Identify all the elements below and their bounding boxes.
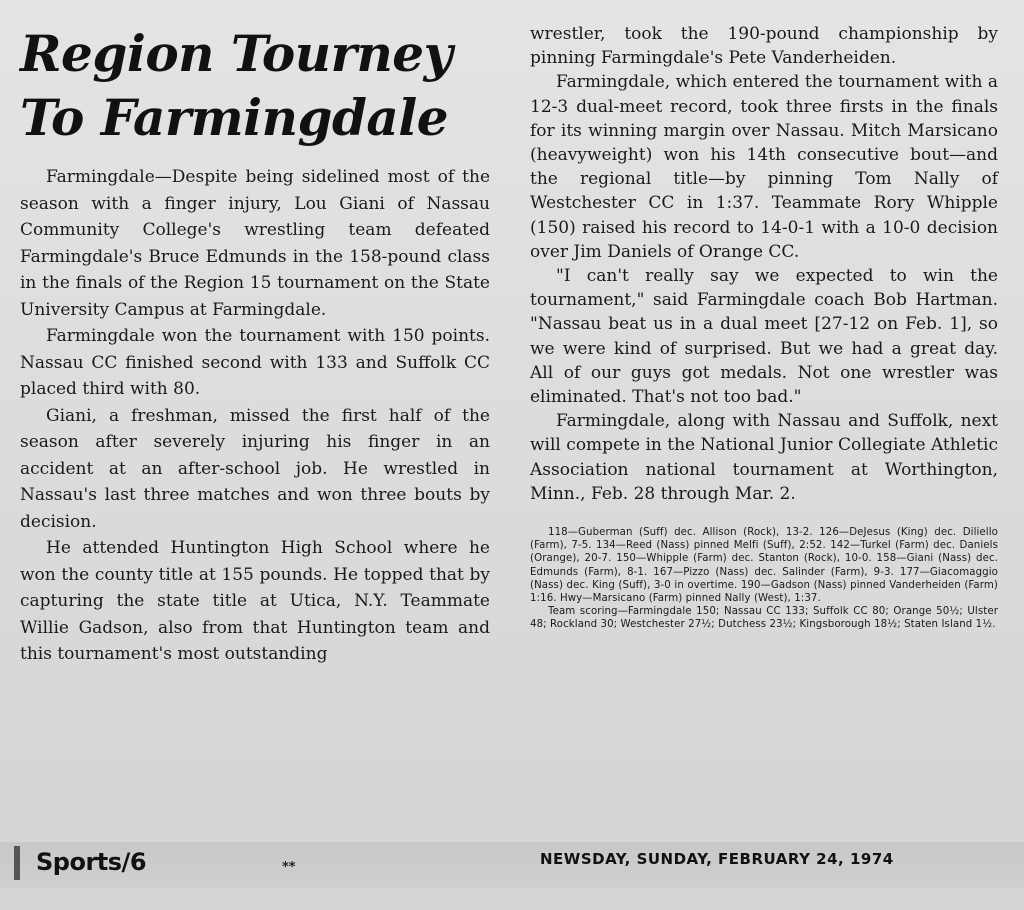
- team-scoring: Team scoring—Farmingdale 150; Nassau CC 133; Suffolk CC 80; Orange 50½; Ulster 48; Rockland 30; Westchester 27½; Dutchess 23½; Kingsborough 18½; Staten Island 1½.: [530, 606, 998, 631]
- right-column: [530, 22, 998, 632]
- article-paragraph: "I can't really say we expected to win the tournament," said Farmingdale coach Bob Hartman. "Nassau beat us in a dual meet [27-12 on Feb. 1], so we were kind of surprised. But we had a great day. All of our guys got medals. Not one wrestler was eliminated. That's not too bad.": [530, 266, 998, 408]
- article-paragraph: Farmingdale, along with Nassau and Suffolk, next will compete in the National Junior Collegiate Athletic Association national tournament at Worthington, Minn., Feb. 28 through Mar. 2.: [530, 411, 998, 504]
- article-paragraph: Farmingdale, which entered the tournament with a 12-3 dual-meet record, took three firsts in the finals for its winning margin over Nassau. Mitch Marsicano (heavyweight) won his 14th consecutive bout—and the regional title—by pinning Tom Nally of Westchester CC in 1:37. Teammate Rory Whipple (150) raised his record to 14-0-1 with a 10-0 decision over Jim Daniels of Orange CC.: [530, 72, 998, 262]
- results-box: [530, 526, 998, 632]
- edition-stars: **: [282, 860, 296, 875]
- headline: Region Tourney To Farmingdale: [20, 24, 453, 147]
- page-footer: [0, 842, 1024, 888]
- article-paragraph: Giani, a freshman, missed the first half of the season after severely injuring his finger in an accident at an after-school job. He wrestled in Nassau's last three matches and won three bouts by decision.: [20, 405, 490, 532]
- scan-edge-mark: [14, 846, 20, 880]
- article-paragraph: He attended Huntington High School where he won the county title at 155 pounds. He topped that by capturing the state title at Utica, N.Y. Teammate Willie Gadson, also from that Huntington team and this tournament's most outstanding: [20, 538, 490, 664]
- bout-results: 118—Guberman (Suff) dec. Allison (Rock), 13-2. 126—DeJesus (King) dec. Diliello (Farm), 7-5. 134—Reed (Nass) pinned Melfi (Suff), 2:52. 142—Turkel (Farm) dec. Daniels (Orange), 20-7. 150—Whipple (Farm) dec. Stanton (Rock), 10-0. 158—Giani (Nass) dec. Edmunds (Farm), 8-1. 167—Pizzo (Nass) dec. Salinder (Farm), 9-3. 177—Giacomaggio (Nass) dec. King (Suff), 3-0 in overtime. 190—Gadson (Nass) pinned Vanderheiden (Farm) 1:16. Hwy—Marsicano (Farm) pinned Nally (West), 1:37.: [530, 527, 998, 605]
- article-paragraph-continued: wrestler, took the 190-pound championship by pinning Farmingdale's Pete Vanderheiden.: [530, 24, 998, 69]
- dateline: NEWSDAY, SUNDAY, FEBRUARY 24, 1974: [540, 850, 894, 868]
- article-paragraph: Farmingdale—Despite being sidelined most of the season with a finger injury, Lou Giani of Nassau Community College's wrestling team defeated Farmingdale's Bruce Edmunds in the 158-pound class in the finals of the Region 15 tournament on the State University Campus at Farmingdale.: [20, 167, 490, 320]
- left-column: [20, 22, 490, 668]
- article-paragraph: Farmingdale won the tournament with 150 points. Nassau CC finished second with 133 and Suffolk CC placed third with 80.: [20, 326, 490, 399]
- section-label: Sports/6: [36, 848, 147, 876]
